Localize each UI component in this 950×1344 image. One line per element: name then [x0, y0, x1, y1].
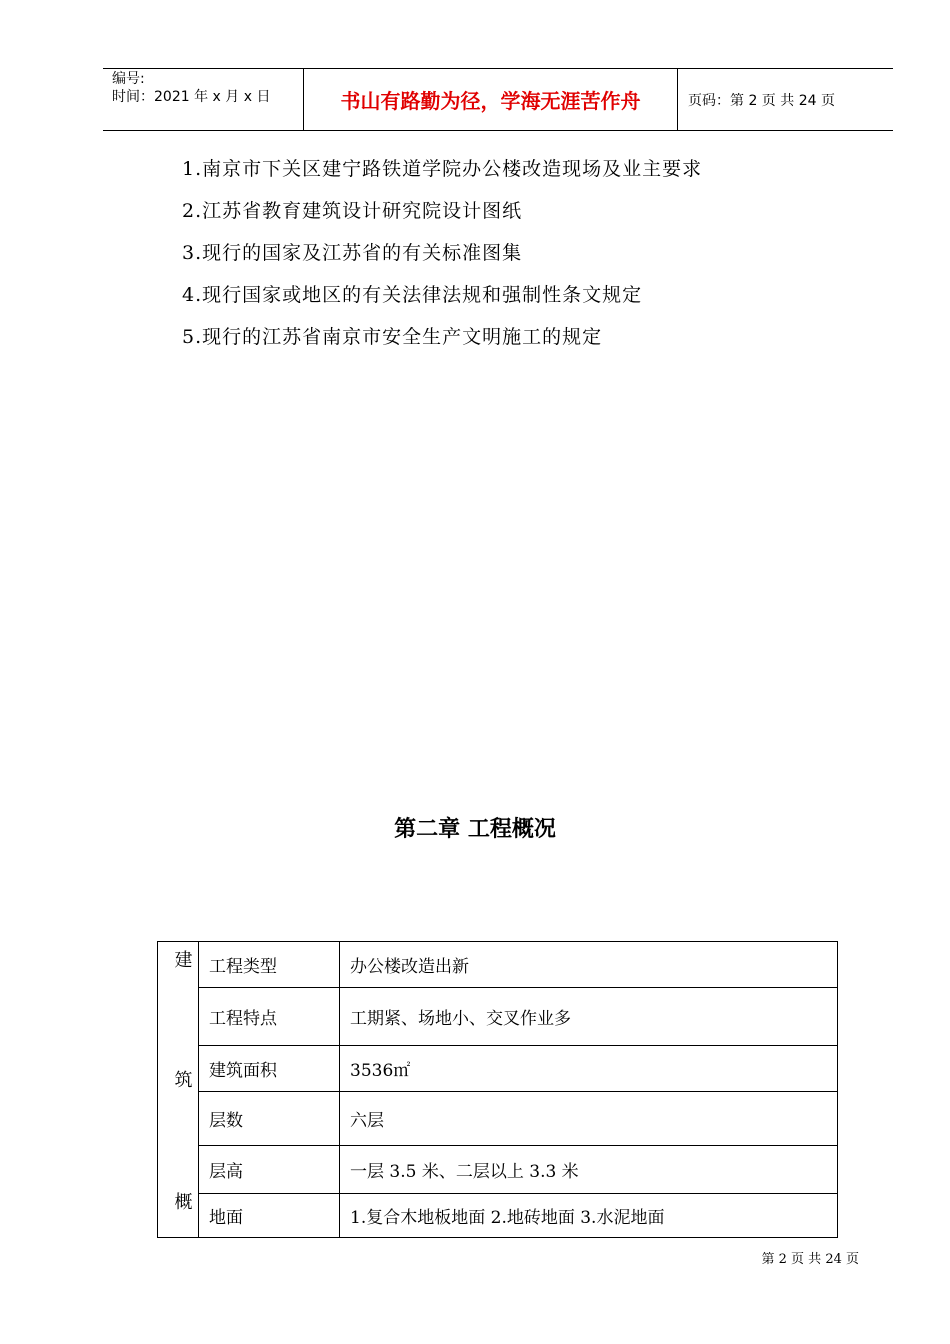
table-key: 建筑面积 — [199, 1046, 340, 1092]
reference-item: 1.南京市下关区建宁路铁道学院办公楼改造现场及业主要求 — [182, 158, 703, 180]
reference-list — [182, 153, 702, 363]
project-overview-table — [157, 941, 838, 1238]
reference-item: 5.现行的江苏省南京市安全生产文明施工的规定 — [182, 326, 603, 348]
side-label-char: 筑 — [174, 1070, 193, 1091]
table-key: 层高 — [199, 1146, 340, 1194]
chapter-title: 第二章 工程概况 — [394, 817, 556, 842]
table-value: 1.复合木地板地面 2.地砖地面 3.水泥地面 — [340, 1194, 838, 1238]
table-row — [158, 1194, 838, 1238]
table-key: 工程特点 — [199, 988, 340, 1046]
table-side-label — [158, 942, 199, 1238]
table-row — [158, 942, 838, 988]
side-label-char: 概 — [174, 1192, 193, 1213]
reference-item: 4.现行国家或地区的有关法律法规和强制性条文规定 — [182, 284, 643, 306]
table-row — [158, 1046, 838, 1092]
table-row — [158, 1146, 838, 1194]
side-label-char: 建 — [174, 950, 193, 971]
header-motto: 书山有路勤为径，学海无涯苦作舟 — [304, 69, 678, 130]
table-row — [158, 1092, 838, 1146]
page-footer: 第 2 页 共 24 页 — [761, 1252, 859, 1267]
table-value: 六层 — [340, 1092, 838, 1146]
reference-item: 2.江苏省教育建筑设计研究院设计图纸 — [182, 200, 523, 222]
document-date: 时间：2021 年 x 月 x 日 — [112, 89, 271, 105]
table-key: 地面 — [199, 1194, 340, 1238]
reference-item: 3.现行的国家及江苏省的有关标准图集 — [182, 242, 523, 264]
table-value: 3536㎡ — [340, 1046, 838, 1092]
table-key: 工程类型 — [199, 942, 340, 988]
table-row — [158, 988, 838, 1046]
page-header — [103, 68, 893, 131]
document-number-label: 编号: — [112, 71, 145, 87]
table-value: 工期紧、场地小、交叉作业多 — [340, 988, 838, 1046]
header-meta — [103, 69, 304, 130]
header-page-number: 页码：第 2 页 共 24 页 — [688, 92, 835, 109]
table-value: 一层 3.5 米、二层以上 3.3 米 — [340, 1146, 838, 1194]
table-key: 层数 — [199, 1092, 340, 1146]
table-value: 办公楼改造出新 — [340, 942, 838, 988]
